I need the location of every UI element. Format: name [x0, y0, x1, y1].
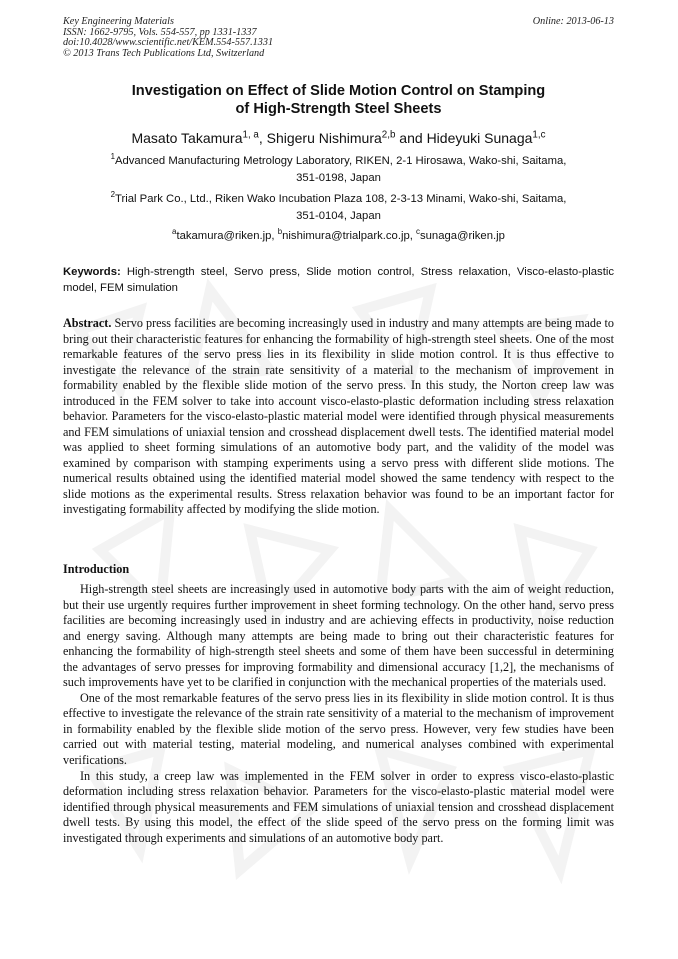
email-c-mark: c [416, 227, 420, 237]
author-separator: and [395, 130, 427, 146]
paper-title [63, 82, 614, 118]
section-heading-introduction: Introduction [63, 562, 130, 576]
affiliation-2-line-2: 351-0104, Japan [296, 210, 381, 222]
author-3: Hideyuki Sunaga [426, 130, 533, 146]
journal-header [63, 17, 614, 59]
intro-paragraph-2: One of the most remarkable features of the servo press lies in its flexibility in slide motion control. It is thus effective to investigate the relevance of the strain rate sensitivity of a material to the mechanism of improvement in formability enabled by the flexible slide motion of the servo press. However, very few studies have been carried out with material testing, material modeling, and numerical analyses combined with experimental verifications. [63, 690, 614, 768]
email-nishimura[interactable]: nishimura@trialpark.co.jp, [282, 230, 417, 242]
affiliation-2-line-1: Trial Park Co., Ltd., Riken Wako Incubation Plaza 108, 2-3-13 Minami, Wako-shi, Saitama, [114, 193, 567, 205]
author-1-affiliation: 1, a [242, 129, 259, 141]
author-1: Masato Takamura [131, 130, 243, 146]
keywords-block [63, 264, 614, 296]
email-sunaga[interactable]: sunaga@riken.jp [419, 230, 505, 242]
doi-line: doi:10.4028/www.scientific.net/KEM.554-557.1331 [63, 37, 274, 49]
author-3-affiliation: 1,c [532, 129, 546, 141]
abstract-text: Servo press facilities are becoming increasingly used in industry and many attempts are being made to bring out their characteristic features for enhancing the formability of high-strength steel sheets. One of the most remarkable features of the servo press lies in its flexibility in slide motion control. It is thus effective to investigate the relevance of the strain rate sensitivity of a material to the mechanism of improvement in formability enabled by the flexible slide motion of the servo press. In this study, the Norton creep law was introduced in the FEM solver to take into account visco-elasto-plastic deformation including stress relaxation behavior. Parameters for the visco-elasto-plastic material model were identified through physical measurements and FEM simulations of uniaxial tension and crosshead displacement dwell tests. The identified material model was applied to sheet forming simulations of an automotive body part, and the validity of the model was examined by comparison with stamping experiments using a servo press with different slide motions. The numerical results obtained using the identified material model showed the same tendency with respect to the slide motions as the experimental results. Stress relaxation behavior was found to be an important factor for investigating formability affected by modifying the slide motion. [63, 316, 614, 516]
author-2: Shigeru Nishimura [266, 130, 382, 146]
affiliation-1 [63, 153, 614, 187]
copyright-line: © 2013 Trans Tech Publications Ltd, Switzerland [63, 47, 265, 59]
affiliation-1-line-1: Advanced Manufacturing Metrology Laboratory, RIKEN, 2-1 Hirosawa, Wako-shi, Saitama, [114, 155, 567, 167]
author-separator: , [258, 130, 267, 146]
author-2-affiliation: 2,b [381, 129, 396, 141]
online-date: Online: 2013-06-13 [532, 16, 614, 27]
intro-paragraph-1: High-strength steel sheets are increasingly used in automotive body parts with the aim of weight reduction, but their use urgently requires further improvement in sheet forming technology. On the other hand, servo press facilities are becoming increasingly used in industry and are achieving effects in productivity, noise reduction and energy saving. Although many attempts are being made to bring out their characteristic features for enhancing the formability of high-strength steel sheets and some of them have been successful in determining the advantages of servo presses for improving formability and dimensional accuracy [1,2], the mechanisms of such improvements have yet to be clarified in conjunction with the mechanical properties of the materials used. [63, 582, 614, 690]
affiliation-2-mark: 2 [110, 190, 115, 200]
keywords-label: Keywords: [63, 266, 121, 278]
title-line-1: Investigation on Effect of Slide Motion Control on Stamping [131, 83, 546, 99]
email-a-mark: a [172, 227, 177, 237]
affiliation-1-line-2: 351-0198, Japan [296, 172, 381, 184]
keywords-text: High-strength steel, Servo press, Slide motion control, Stress relaxation, Visco-elasto-plastic model, FEM simulation [63, 266, 614, 294]
intro-paragraph-3: In this study, a creep law was implemented in the FEM solver in order to express visco-elasto-plastic deformation including stress relaxation behavior. Parameters for the visco-elasto-plastic material model were identified through physical measurements and FEM simulations of uniaxial tension and crosshead displacement dwell tests. By using this model, the effect of the slide speed of the servo press on the forming limit was investigated through experiments and simulations of an automotive body part. [63, 768, 614, 845]
journal-name: Key Engineering Materials [63, 16, 174, 27]
introduction-body [63, 582, 614, 846]
email-takamura[interactable]: takamura@riken.jp, [176, 230, 278, 242]
affiliation-1-mark: 1 [110, 152, 115, 162]
issn-line: ISSN: 1662-9795, Vols. 554-557, pp 1331-1337 [63, 26, 257, 38]
affiliation-2 [63, 191, 614, 225]
title-line-2: of High-Strength Steel Sheets [235, 101, 442, 117]
abstract-block [63, 316, 614, 518]
author-list [63, 130, 614, 146]
abstract-label: Abstract. [63, 316, 112, 330]
email-b-mark: b [277, 227, 283, 237]
email-list [63, 228, 614, 245]
